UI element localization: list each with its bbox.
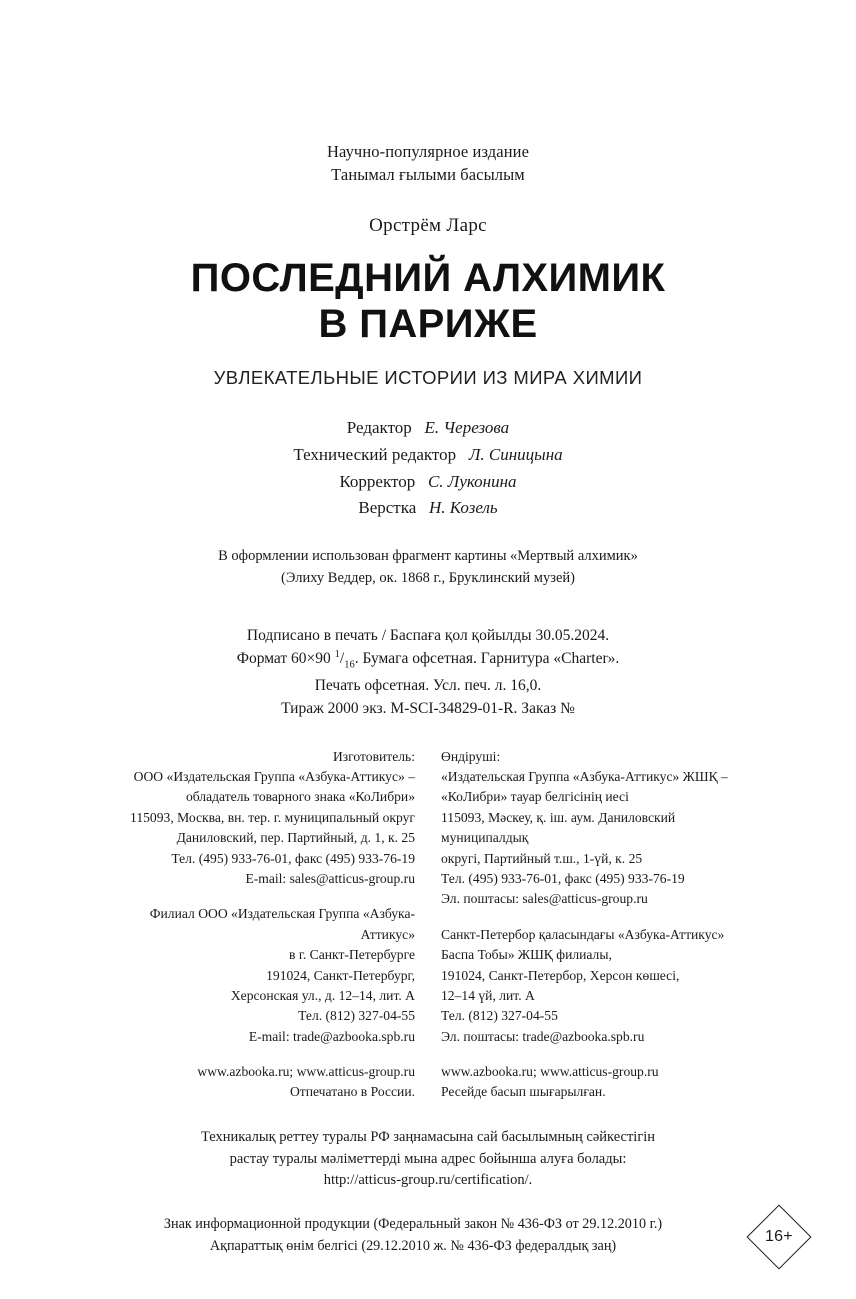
age-rating-badge-label: 16+: [765, 1228, 793, 1246]
cover-artwork-note-line-2: (Элиху Веддер, ок. 1868 г., Бруклинский музей): [281, 570, 575, 587]
pub-line: Өндіруші:: [441, 748, 501, 764]
format-fraction: $^1/_{16}$: [334, 649, 355, 671]
pub-line: «КоЛибри» тауар белгісінің иесі: [441, 789, 629, 805]
pub-line: Филиал ООО «Издательская Группа «Азбука-Аттикус»: [149, 906, 415, 942]
certification-note: [0, 1127, 856, 1192]
edition-type-kk: Танымал ғылыми басылым: [331, 165, 525, 185]
credit-row: [0, 415, 856, 442]
credits-list: [0, 415, 856, 522]
print-data-circulation: Тираж 2000 экз. M-SCI-34829-01-R. Заказ №: [281, 700, 575, 718]
pub-line: Санкт-Петербор қаласындағы «Азбука-Аттикус»: [441, 926, 725, 942]
credit-person: Е. Черезова: [424, 417, 510, 437]
cover-artwork-note-line-1: В оформлении использован фрагмент картины «Мертвый алхимик»: [218, 548, 638, 565]
pub-line: Даниловский, пер. Партийный, д. 1, к. 25: [176, 830, 415, 846]
print-data: [0, 624, 856, 721]
pub-line-email: E-mail: sales@atticus-group.ru: [245, 870, 415, 886]
book-subtitle: УВЛЕКАТЕЛЬНЫЕ ИСТОРИИ ИЗ МИРА ХИМИИ: [213, 366, 643, 388]
credit-role: Корректор: [339, 471, 416, 491]
age-rating-row: [108, 1214, 793, 1257]
book-title-line-1: ПОСЛЕДНИЙ АЛХИМИК: [190, 255, 666, 300]
pub-line: Тел. (812) 327-04-55: [441, 1008, 558, 1024]
age-rating-line-1: Знак информационной продукции (Федеральный закон № 436-ФЗ от 29.12.2010 г.): [163, 1216, 663, 1233]
format-fraction-numerator: 1: [334, 649, 340, 661]
certification-note-line-1: Техникалық реттеу туралы РФ заңнамасына сай басылымның сәйкестігін: [200, 1128, 656, 1145]
colophon-block: [0, 140, 856, 1257]
pub-line: в г. Санкт-Петербурге: [289, 947, 415, 963]
pub-line: округі, Партийный т.ш., 1-үй, к. 25: [441, 850, 643, 866]
publisher-columns: [108, 747, 748, 1103]
credit-person: Л. Синицына: [468, 444, 563, 464]
credit-role: Технический редактор: [293, 444, 457, 464]
credit-role: Верстка: [358, 498, 417, 518]
format-fraction-denominator: 16: [344, 659, 355, 671]
print-data-printing: Печать офсетная. Усл. печ. л. 16,0.: [314, 676, 542, 694]
book-title: [0, 255, 856, 347]
publisher-group-branch-kk: [441, 925, 748, 1047]
pub-line-printed-in: Отпечатано в России.: [289, 1084, 415, 1100]
pub-line-printed-in: Ресейде басып шығарылған.: [441, 1084, 606, 1100]
author-name: Орстрём Ларс: [369, 214, 487, 236]
pub-line: 115093, Москва, вн. тер. г. муниципальный округ: [130, 809, 415, 825]
pub-line-website: www.azbooka.ru; www.atticus-group.ru: [441, 1064, 659, 1080]
credit-person: С. Луконина: [427, 471, 517, 491]
pub-line: 191024, Санкт-Петербург,: [266, 967, 415, 983]
print-data-signed: Подписано в печать / Баспаға қол қойылды 30.05.2024.: [246, 626, 610, 644]
certification-note-line-2: растау туралы мәліметтерді мына адрес бойынша алуға болады:: [229, 1150, 627, 1167]
publisher-group-manufacturer-ru: [108, 747, 415, 890]
edition-type-ru: Научно-популярное издание: [326, 142, 529, 161]
pub-line: Изготовитель:: [332, 748, 415, 764]
credit-row: [0, 469, 856, 496]
credit-row: [0, 495, 856, 522]
credit-role: Редактор: [346, 417, 412, 437]
pub-line-email: Эл. поштасы: sales@atticus-group.ru: [441, 891, 648, 907]
credit-person: Н. Козель: [429, 498, 498, 518]
pub-line: 191024, Санкт-Петербор, Херсон көшесі,: [441, 967, 680, 983]
pub-line-email: E-mail: trade@azbooka.spb.ru: [248, 1028, 415, 1044]
publisher-column-ru: [108, 747, 415, 1103]
pub-line: 115093, Мәскеу, қ. іш. аум. Даниловский муниципалдық: [441, 809, 676, 846]
pub-line: «Издательская Группа «Азбука-Аттикус» ЖШҚ –: [441, 769, 728, 785]
cover-artwork-note: [0, 546, 856, 590]
print-data-format-prefix: Формат 60×90: [236, 650, 335, 668]
pub-line: обладатель товарного знака «КоЛибри»: [185, 789, 415, 805]
pub-line-website: www.azbooka.ru; www.atticus-group.ru: [197, 1064, 415, 1080]
edition-type: [0, 140, 856, 187]
pub-line: ООО «Издательская Группа «Азбука-Аттикус» –: [133, 769, 415, 785]
publisher-group-web-kk: [441, 1062, 748, 1103]
pub-line: 12–14 үй, лит. А: [441, 987, 535, 1003]
print-data-format-suffix: . Бумага офсетная. Гарнитура «Charter».: [354, 650, 620, 668]
publisher-column-kk: [441, 747, 748, 1103]
pub-line: Баспа Тобы» ЖШҚ филиалы,: [441, 947, 612, 963]
age-rating-line-2: Ақпараттық өнім белгісі (29.12.2010 ж. № 436-ФЗ федералдық заң): [209, 1237, 617, 1254]
age-rating-text: [108, 1214, 748, 1257]
print-data-format: [0, 647, 856, 673]
publisher-group-manufacturer-kk: [441, 747, 748, 910]
certification-url: http://atticus-group.ru/certification/.: [323, 1172, 533, 1189]
pub-line: Тел. (495) 933-76-01, факс (495) 933-76-19: [441, 870, 685, 886]
pub-line: Тел. (495) 933-76-01, факс (495) 933-76-19: [171, 850, 415, 866]
pub-line: Херсонская ул., д. 12–14, лит. А: [230, 987, 415, 1003]
publisher-group-branch-ru: [108, 904, 415, 1047]
credit-row: [0, 442, 856, 469]
pub-line-email: Эл. поштасы: trade@azbooka.spb.ru: [441, 1028, 645, 1044]
pub-line: Тел. (812) 327-04-55: [298, 1008, 415, 1024]
publisher-group-web-ru: [108, 1062, 415, 1103]
book-title-line-2: В ПАРИЖЕ: [318, 301, 538, 346]
age-rating-badge: [746, 1205, 811, 1270]
